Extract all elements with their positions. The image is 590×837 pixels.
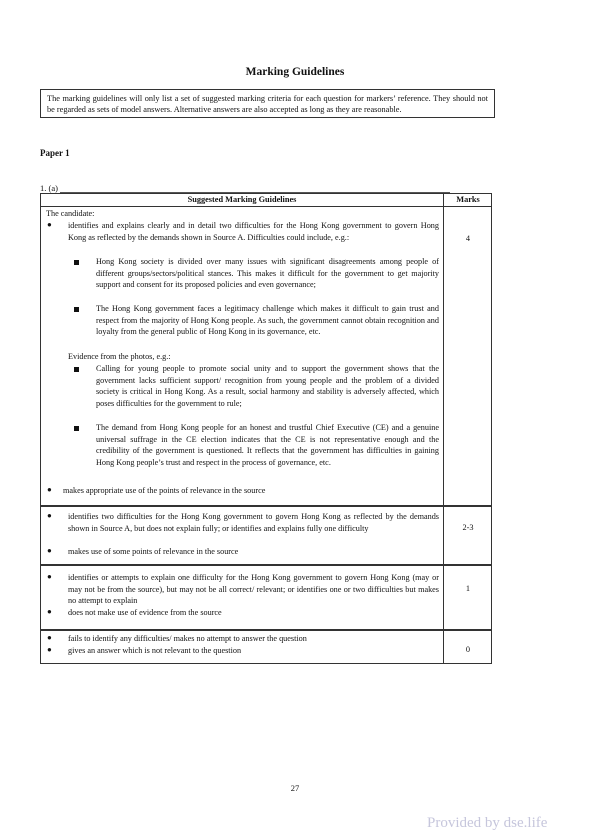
band1-evidence: Evidence from the photos, e.g.: xyxy=(68,352,171,361)
header-divider xyxy=(41,206,491,207)
bullet-icon: ● xyxy=(47,485,52,494)
band1-point2: makes appropriate use of the points of relevance in the source xyxy=(63,486,266,495)
band-divider xyxy=(41,564,491,566)
credit-watermark: Provided by dse.life xyxy=(427,815,548,831)
band2-point2: makes use of some points of relevance in the source xyxy=(68,547,239,556)
question-label: 1. (a) xyxy=(40,183,58,193)
band2-point1: identifies two difficulties for the Hong Kong government to govern Hong Kong as reflected by the demands shown in Source A, but does not explain fully; or identifies and explains fully one difficulty xyxy=(68,512,439,533)
candidate-label: The candidate: xyxy=(46,209,95,218)
square-bullet-icon xyxy=(74,307,79,312)
bullet-icon: ● xyxy=(47,546,52,555)
bullet-icon: ● xyxy=(47,511,52,520)
marking-table xyxy=(40,193,492,664)
band3-point2: does not make use of evidence from the source xyxy=(68,608,222,617)
band2-marks: 2-3 xyxy=(462,523,474,532)
bullet-icon: ● xyxy=(47,220,52,229)
band1-sub2: The Hong Kong government faces a legitimacy challenge which makes it difficult to gain trust and respect from the majority of Hong Kong people. As such, the government cannot obtain recognition and loyalty from the general public of Hong Kong in its governance, etc. xyxy=(96,304,439,337)
band4-point2: gives an answer which is not relevant to the question xyxy=(68,646,242,655)
paper-heading: Paper 1 xyxy=(40,148,70,158)
band1-sub4: The demand from Hong Kong people for an honest and trustful Chief Executive (CE) and a genuine universal suffrage in the CE election indicates that the CE is not representative enough and the credibility of the government is questioned. It reflects that the government has difficulties in gaining Hong Kong people’s trust and respect in the process of governance, etc. xyxy=(96,423,439,468)
band1-marks: 4 xyxy=(465,234,471,243)
bullet-icon: ● xyxy=(47,607,52,616)
bullet-icon: ● xyxy=(47,633,52,642)
page-title: Marking Guidelines xyxy=(245,66,345,78)
guidelines-header: Suggested Marking Guidelines xyxy=(187,195,297,204)
band4-point1: fails to identify any difficulties/ makes no attempt to answer the question xyxy=(68,634,307,643)
bullet-icon: ● xyxy=(47,645,52,654)
band1-sub1: Hong Kong society is divided over many issues with significant disagreements among people of different groups/sectors/political stances. This makes it difficult for the government to get majority support and consent for its proposed policies and even governance; xyxy=(96,257,439,290)
marks-header: Marks xyxy=(456,195,480,204)
band-divider xyxy=(41,629,491,631)
square-bullet-icon xyxy=(74,367,79,372)
intro-box: The marking guidelines will only list a set of suggested marking criteria for each question for markers’ reference. They should not be regarded as sets of model answers. Alternative answers are also accepted as long as they are reasonable. xyxy=(40,89,495,118)
band3-marks: 1 xyxy=(465,584,471,593)
band1-sub3: Calling for young people to promote social unity and to support the government shows that the government lacks sufficient support/ recognition from young people and the problem of a divided society is critical in Hong Kong. As a result, social harmony and stability is adversely affected, which poses difficulties for the government to rule; xyxy=(96,364,439,409)
band4-marks: 0 xyxy=(465,645,471,654)
band-divider xyxy=(41,505,491,507)
square-bullet-icon xyxy=(74,260,79,265)
bullet-icon: ● xyxy=(47,572,52,581)
band3-point1: identifies or attempts to explain one difficulty for the Hong Kong government to govern Hong Kong (may or may not be from the source), but may not be all correct/ relevant; or identifies one or two difficulties but makes no attempt to explain xyxy=(68,573,439,606)
square-bullet-icon xyxy=(74,426,79,431)
page-number: 27 xyxy=(290,783,300,793)
band1-point1: identifies and explains clearly and in detail two difficulties for the Hong Kong government to govern Hong Kong as reflected by the demands shown in Source A. Difficulties could include, e.g.: xyxy=(68,221,439,242)
